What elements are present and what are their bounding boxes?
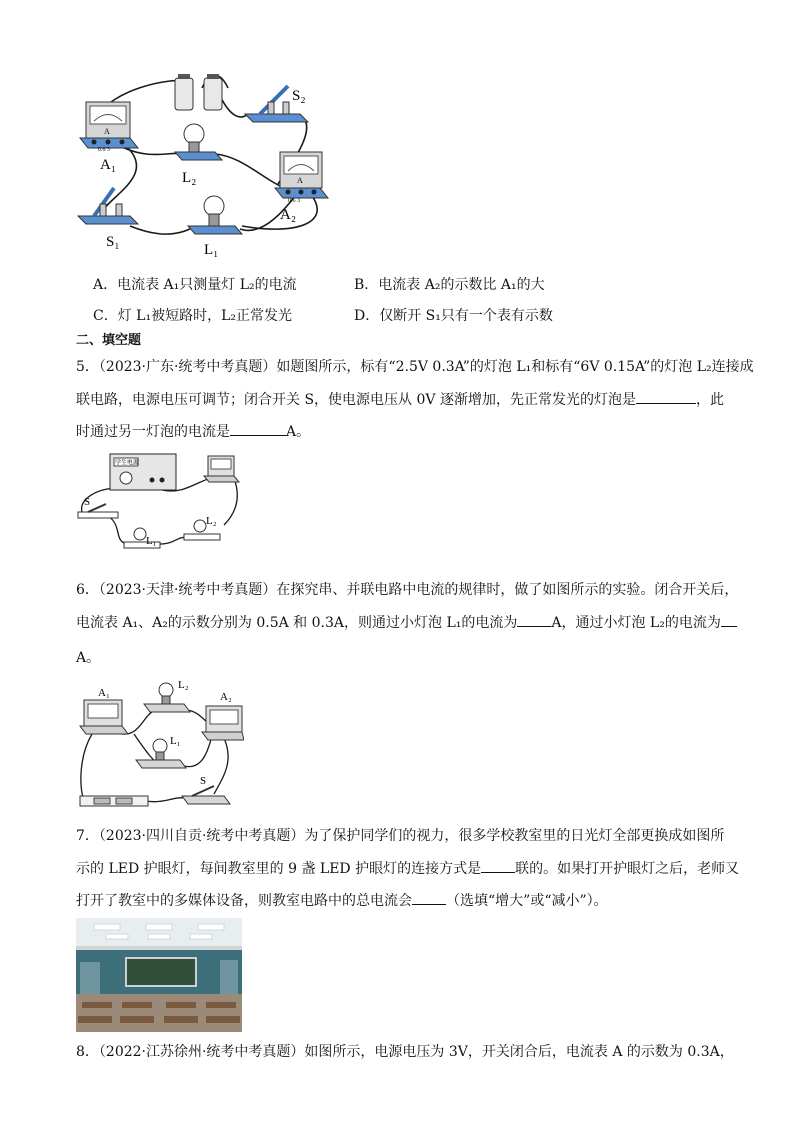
l1-label: L₁ xyxy=(146,535,157,547)
q7-line3-tail: （选填“增大”或“减小”）。 xyxy=(446,893,608,909)
blackboard xyxy=(126,958,196,986)
q5-line3-tail: A。 xyxy=(286,424,311,440)
power-supply-icon xyxy=(110,454,176,490)
q7-blank-1[interactable] xyxy=(481,858,515,873)
switch-icon xyxy=(182,786,230,804)
s-label: S xyxy=(84,496,91,508)
q5-line2-tail: ，此 xyxy=(695,392,724,408)
option-c: C．灯 L₁被短路时，L₂正常发光 xyxy=(93,308,292,324)
s2-label: S₂ xyxy=(292,88,306,104)
circuit-figure-q5 xyxy=(74,450,246,564)
battery-icon xyxy=(80,796,148,806)
option-b: B．电流表 A₂的示数比 A₁的大 xyxy=(354,277,545,293)
circuit-figure-q6 xyxy=(74,676,244,816)
a2-label: A₂ xyxy=(280,207,297,223)
q6-line3: A。 xyxy=(76,650,101,666)
s-label: S xyxy=(200,775,207,787)
ammeter-icon xyxy=(204,456,239,482)
q7-line3-text: 打开了教室中的多媒体设备，则教室电路中的总电流会 xyxy=(76,893,412,909)
l1-label: L₁ xyxy=(170,735,181,747)
a1-label: A₁ xyxy=(100,157,117,173)
q6-line2-mid: A，通过小灯泡 L₂的电流为 xyxy=(551,615,721,631)
q6-line1: 6．（2023·天津·统考中考真题）在探究串、并联电路中电流的规律时，做了如图所示的实验。闭合开关后， xyxy=(76,582,739,598)
lamp-l2-icon xyxy=(175,124,222,160)
q5-line3-text: 时通过另一灯泡的电流是 xyxy=(76,424,230,440)
option-a: A．电流表 A₁只测量灯 L₂的电流 xyxy=(93,277,297,293)
q5-line2-text: 联电路，电源电压可调节；闭合开关 S，使电源电压从 0V 逐渐增加，先正常发光的灯泡是 xyxy=(76,392,636,408)
l2-label: L₂ xyxy=(206,515,217,527)
q6-line2-text: 电流表 A₁、A₂的示数分别为 0.5A 和 0.3A，则通过小灯泡 L₁的电流为 xyxy=(76,615,518,631)
ammeter-a2-icon xyxy=(202,706,244,740)
supply-label: 学生电源 xyxy=(115,460,140,467)
a2-meter-letter: A xyxy=(297,176,303,185)
ammeter-a1-icon xyxy=(80,102,138,148)
q8-line1: 8．（2022·江苏徐州·统考中考真题）如图所示，电源电压为 3V，开关闭合后，电流表 A 的示数为 0.3A， xyxy=(76,1044,734,1060)
l2-label: L₂ xyxy=(182,170,197,186)
q5-line2 xyxy=(76,389,724,410)
q7-line3 xyxy=(76,890,608,911)
lamp-l1-icon xyxy=(188,196,242,234)
ammeter-a2-icon xyxy=(275,152,328,198)
a2-label: A₂ xyxy=(220,691,232,703)
q6-blank-2[interactable] xyxy=(721,612,737,627)
q5-blank-2[interactable] xyxy=(230,421,286,436)
l1-label: L₁ xyxy=(204,242,219,258)
q5-line1: 5．（2023·广东·统考中考真题）如题图所示，标有“2.5V 0.3A”的灯泡 L₁和标有“6V 0.15A”的灯泡 L₂连接成 xyxy=(76,359,754,375)
q7-line2-text: 示的 LED 护眼灯，每间教室里的 9 盏 LED 护眼灯的连接方式是 xyxy=(76,861,482,877)
option-d: D．仅断开 S₁只有一个表有示数 xyxy=(354,308,553,324)
q7-line1: 7．（2023·四川自贡·统考中考真题）为了保护同学们的视力，很多学校教室里的日光灯全部更换成如图所 xyxy=(76,828,725,844)
classroom-photo xyxy=(76,918,242,1032)
q5-blank-1[interactable] xyxy=(636,389,696,404)
a2-terminals: 0.6 3 xyxy=(288,198,300,204)
q6-line2 xyxy=(76,612,737,633)
q6-blank-1[interactable] xyxy=(517,612,551,627)
ammeter-a1-icon xyxy=(80,700,128,734)
l2-label: L₂ xyxy=(178,679,189,691)
q5-line3 xyxy=(76,421,310,442)
q7-blank-2[interactable] xyxy=(412,890,446,905)
s1-label: S₁ xyxy=(106,234,120,250)
section-title: 二、填空题 xyxy=(76,333,142,348)
a1-meter-letter: A xyxy=(104,127,110,136)
circuit-figure-q4 xyxy=(70,66,340,266)
a1-label: A₁ xyxy=(98,687,110,699)
battery-icon xyxy=(175,74,222,110)
q7-line2 xyxy=(76,858,739,879)
a1-terminals: 0.6 3 xyxy=(98,147,110,153)
switch-s1-icon xyxy=(78,188,138,224)
q7-line2-tail: 联的。如果打开护眼灯之后，老师又 xyxy=(515,861,740,877)
